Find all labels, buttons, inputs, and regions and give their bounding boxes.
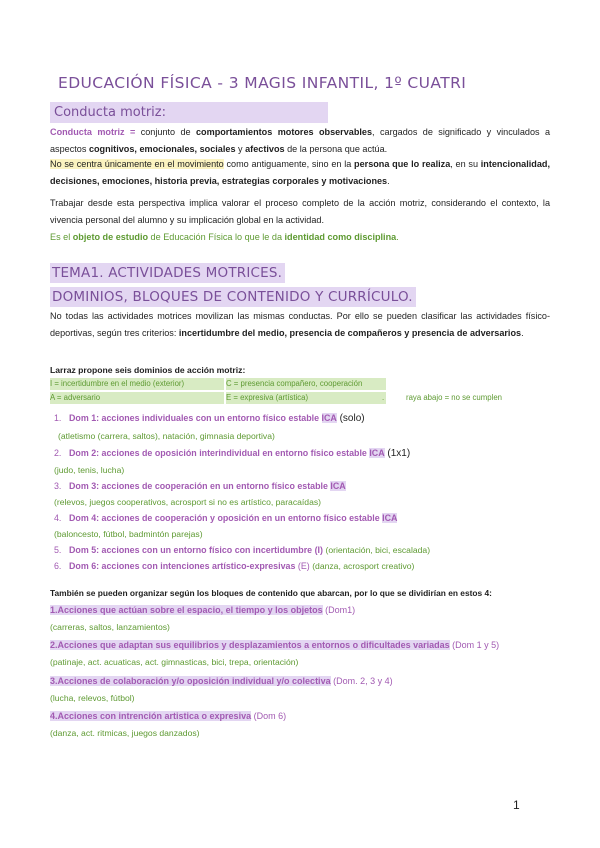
paragraph-definition: Conducta motriz = conjunto de comportamientos motores observables, cargados de significado y vinculados a aspectos cognitivos, emocionales, sociales y afectivos de la persona que actúa. (50, 127, 550, 154)
bloque-examples: (danza, act. ritmicas, juegos danzados) (50, 728, 200, 738)
domain-item: 3. Dom 3: acciones de cooperación en un entorno físico estable ICA (54, 481, 346, 491)
paragraph-object-of-study: Es el objeto de estudio de Educación Física lo que le da identidad como disciplina. (50, 232, 399, 242)
section-heading-conducta-motriz: Conducta motriz: (50, 102, 328, 123)
legend-e: E = expresiva (artística) (226, 392, 386, 404)
domain-code: (E) (297, 561, 310, 571)
bloques-intro: También se pueden organizar según los bloques de contenido que abarcan, por lo que se dividirían en estos 4: (50, 588, 492, 598)
domain-code: ICA (382, 513, 398, 523)
bloque-examples: (patinaje, act. acuaticas, act. gimnasticas, bici, trepa, orientación) (50, 657, 299, 667)
highlight-movement: No se centra únicamente en el movimiento (50, 159, 224, 169)
larraz-intro: Larraz propone seis dominios de acción motriz: (50, 365, 246, 375)
domain-examples: (baloncesto, fútbol, badmintón parejas) (54, 529, 203, 539)
bloque-item: 3.Acciones de colaboración y/o oposición individual y/o colectiva (Dom. 2, 3 y 4) (50, 676, 393, 686)
paragraph-focus: No se centra únicamente en el movimiento como antiguamente, sino en la persona que lo realiza, en su intencionalidad, decisiones, emociones, historia previa, estrategias corporales y motivaciones. (50, 159, 550, 186)
definition-term: Conducta motriz = (50, 127, 136, 137)
domain-item: 2. Dom 2: acciones de oposición interindividual en entorno físico estable ICA (1x1) (54, 448, 411, 459)
domain-examples: (judo, tenis, lucha) (54, 465, 125, 475)
domain-item: 1. Dom 1: acciones individuales con un entorno físico estable ICA (solo) (54, 413, 365, 424)
page-number: 1 (513, 798, 520, 812)
domain-code: ICA (369, 448, 385, 458)
bloque-item: 2.Acciones que adaptan sus equilibrios y desplazamientos a entornos o dificultades variadas (Dom 1 y 5) (50, 640, 500, 650)
document-title: EDUCACIÓN FÍSICA - 3 MAGIS INFANTIL, 1º CUATRI (58, 74, 467, 92)
bloque-examples: (lucha, relevos, fútbol) (50, 693, 135, 703)
legend-i: I = incertidumbre en el medio (exterior) (50, 378, 224, 390)
domain-code: ICA (321, 413, 337, 423)
legend-dot: . (382, 393, 385, 402)
domain-examples: (relevos, juegos cooperativos, acrosport si no es artístico, paracaídas) (54, 497, 322, 507)
domain-item: 5. Dom 5: acciones con un entorno físico con incertidumbre (I) (orientación, bici, escalada) (54, 545, 431, 555)
paragraph-criteria: No todas las actividades motrices movilizan las mismas conductas. Por ello se pueden clasificar las actividades físico-deportivas, según tres criterios: incertidumbre del medio, presencia de compañeros y presencia de adversarios. (50, 311, 550, 338)
bloque-examples: (carreras, saltos, lanzamientos) (50, 622, 170, 632)
legend-a: A = adversario (50, 392, 224, 404)
domain-examples: (atletismo (carrera, saltos), natación, gimnasia deportiva) (58, 431, 275, 441)
bloque-item: 1.Acciones que actúan sobre el espacio, el tiempo y los objetos (Dom1) (50, 605, 356, 615)
legend-raya: raya abajo = no se cumplen (406, 393, 503, 402)
domain-item: 6. Dom 6: acciones con intenciones artístico-expresivas (E) (danza, acrosport creativo) (54, 561, 415, 571)
paragraph-perspective: Trabajar desde esta perspectiva implica valorar el proceso completo de la acción motriz, considerando el contexto, la vivencia personal del alumno y su implicación global en la actividad. (50, 198, 550, 225)
tema-heading-line2: DOMINIOS, BLOQUES DE CONTENIDO Y CURRÍCULO. (50, 287, 416, 307)
domain-code: (I) (314, 545, 323, 555)
domain-code: ICA (330, 481, 346, 491)
bloque-item: 4.Acciones con intrención artistica o expresiva (Dom 6) (50, 711, 287, 721)
legend-c: C = presencia compañero, cooperación (226, 378, 386, 390)
domain-item: 4. Dom 4: acciones de cooperación y oposición en un entorno físico estable ICA (54, 513, 398, 523)
domain-examples: (orientación, bici, escalada) (325, 545, 431, 555)
domain-examples: (danza, acrosport creativo) (312, 561, 415, 571)
tema-heading-line1: TEMA1. ACTIVIDADES MOTRICES. (50, 263, 285, 283)
